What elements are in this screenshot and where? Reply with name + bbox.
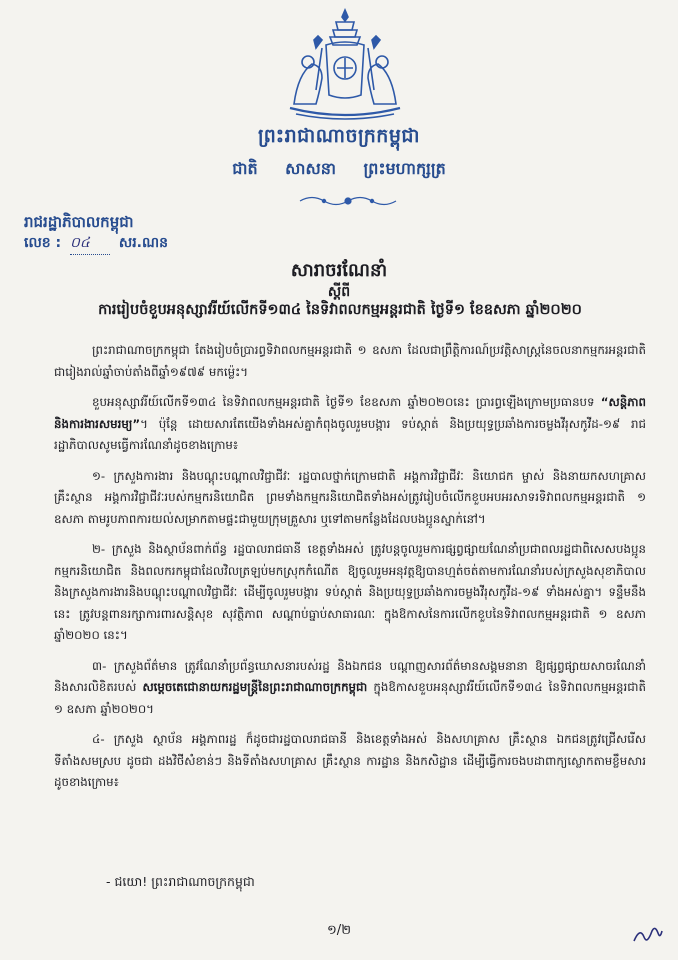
paragraph-item-3 [54,656,646,721]
paragraph-item-3-end: ក្នុងឱកាសខួបអនុស្សាវរីយ៍លើកទី១៣៤ នៃទិវាពលកម្មអន្តរជាតិ ១ ឧសភា ឆ្នាំ២០២០។ [54,680,646,716]
handwritten-initials-icon [630,925,664,947]
royal-coat-of-arms-icon [286,8,404,120]
document-body [54,340,646,803]
ornament-divider-icon [298,193,398,209]
reference-label: លេខ : [24,235,62,251]
closing-slogan: - ជយោ! ព្រះរាជាណាចក្រកម្ពុជា [106,874,255,889]
page-number: ១/២ [326,923,352,938]
paragraph-intro: ព្រះរាជាណាចក្រកម្ពុជា តែងរៀបចំប្រារព្ធទិវាពលកម្មអន្តរជាតិ ១ ឧសភា ដែលជាព្រឹត្តិការណ៍ប្រវត្តិសាស្ត្រនៃចលនាកម្មករអន្តរជាតិជារៀងរាល់ឆ្នាំចាប់តាំងពីឆ្នាំ១៩៧៩ មកម្ល៉េះ។ [54,343,646,379]
paragraph-item-1: ១- ក្រសួងការងារ និងបណ្តុះបណ្តាលវិជ្ជាជីវៈ រដ្ឋបាលថ្នាក់ក្រោមជាតិ អង្គការវិជ្ជាជីវៈ និយោជក ម្ចាស់ និងនាយកសហគ្រាស គ្រឹះស្ថាន អង្គការវិជ្ជាជីវៈរបស់កម្មករនិយោជិត ព្រមទាំងកម្មករនិយោជិតទាំងអស់ត្រូវរៀបចំលើកខួបអបអរសាទរទិវាពលកម្មអន្តរជាតិ ១ ឧសភា តាមរូបភាពការយល់សម្រាកតាមផ្ទះជាមួយក្រុមគ្រួសារ ឬទៅតាមកន្លែងដែលបងប្អូនស្នាក់នៅ។ [54,468,646,526]
issuing-authority: រាជរដ្ឋាភិបាលកម្ពុជា [24,213,134,231]
theme-title: “សន្តិភាព និងការងារសមរម្យ” [54,395,646,431]
document-subject: ការរៀបចំខួបអនុស្សាវរីយ៍លើកទី១៣៤ នៃទិវាពលកម្មអន្តរជាតិ ថ្ងៃទី១ ខែឧសភា ឆ្នាំ២០២០ [98,302,582,318]
document-title: សារាចរណែនាំ [290,260,388,281]
reference-dotted-line [70,233,110,255]
subject-label: ស្តីពី [327,284,351,300]
paragraph-item-4: ៤- ក្រសួង ស្ថាប័ន អង្គភាពរដ្ឋ ក៏ដូចជារដ្ឋបាលរាជធានី និងខេត្តទាំងអស់ និងសហគ្រាស គ្រឹះស្ថាន ឯកជនត្រូវជ្រើសរើសទីតាំងសមស្រប ដូចជា ដងវិថីសំខាន់ៗ និងទីតាំងសហគ្រាស គ្រឹះស្ថាន ការដ្ឋាន និងកសិដ្ឋាន ដើម្បីធ្វើការចងបដាពាក្យស្លោកតាមខ្លឹមសារដូចខាងក្រោម៖ [54,732,646,789]
header-motto: ជាតិ សាសនា ព្រះមហាក្សត្រ [232,159,446,178]
paragraph-theme-end: ។ ប៉ុន្តែ ដោយសារតែយើងទាំងអស់គ្នាកំពុងចូលរួមបង្ការ ទប់ស្កាត់ និងប្រយុទ្ធប្រឆាំងការចម្លងវីរុសកូវីដ-១៩ រាជរដ្ឋាភិបាលសូមធ្វើការណែនាំដូចខាងក្រោម៖ [54,416,646,452]
paragraph-item-3-start: ៣- ក្រសួងព័ត៌មាន ត្រូវណែនាំប្រព័ន្ធឃោសនារបស់រដ្ឋ និងឯកជន បណ្តាញសារព័ត៌មានសង្គមនានា ឱ្យផ្សព្វផ្សាយសាចរណែនាំ និងសារលិខិតរបស់ [54,658,646,694]
reference-number-row [24,233,168,255]
paragraph-item-2: ២- ក្រសួង និងស្ថាប័នពាក់ព័ន្ធ រដ្ឋបាលរាជធានី ខេត្តទាំងអស់ ត្រូវបន្តចូលរួមការផ្សព្វផ្សាយណែនាំប្រជាពលរដ្ឋជាពិសេសបងប្អូនកម្មករនិយោជិត និងពលករកម្ពុជាដែលវិលត្រឡប់មកស្រុកកំណើត ឱ្យចូលរួមអនុវត្តឱ្យបានហ្មត់ចត់តាមការណែនាំរបស់ក្រសួងសុខាភិបាល និងក្រសួងការងារនិងបណ្តុះបណ្តាលវិជ្ជាជីវៈ ដើម្បីចូលរួមបង្ការ ទប់ស្កាត់ និងប្រយុទ្ធប្រឆាំងការចម្លងវីរុសកូវីដ-១៩ ទាំងអស់គ្នា។ ទន្ទឹមនឹងនេះ ត្រូវបន្តពានរក្សាការពារសន្តិសុខ សុវត្ថិភាព សណ្តាប់ធ្នាប់សាធារណៈ ក្នុងឱកាសនៃការលើកខួបនៃទិវាពលកម្មអន្តរជាតិ ១ ឧសភា ឆ្នាំ២០២០ នេះ។ [54,542,646,642]
paragraph-theme [54,392,646,457]
prime-minister-title: សម្តេចតេជោនាយករដ្ឋមន្ត្រីនៃព្រះរាជាណាចក្រកម្ពុជា [142,680,368,694]
reference-number: ០៤ [70,235,90,251]
header-kingdom-title: ព្រះរាជាណាចក្រកម្ពុជា [258,125,420,147]
reference-suffix: សរ.ណន [118,235,168,251]
paragraph-theme-start: ខួបអនុស្សាវរីយ៍លើកទី១៣៤ នៃទិវាពលកម្មអន្តរជាតិ ថ្ងៃទី១ ខែឧសភា ឆ្នាំ២០២០នេះ ប្រារព្ធឡើងក្រោមប្រធានបទ [92,395,601,409]
